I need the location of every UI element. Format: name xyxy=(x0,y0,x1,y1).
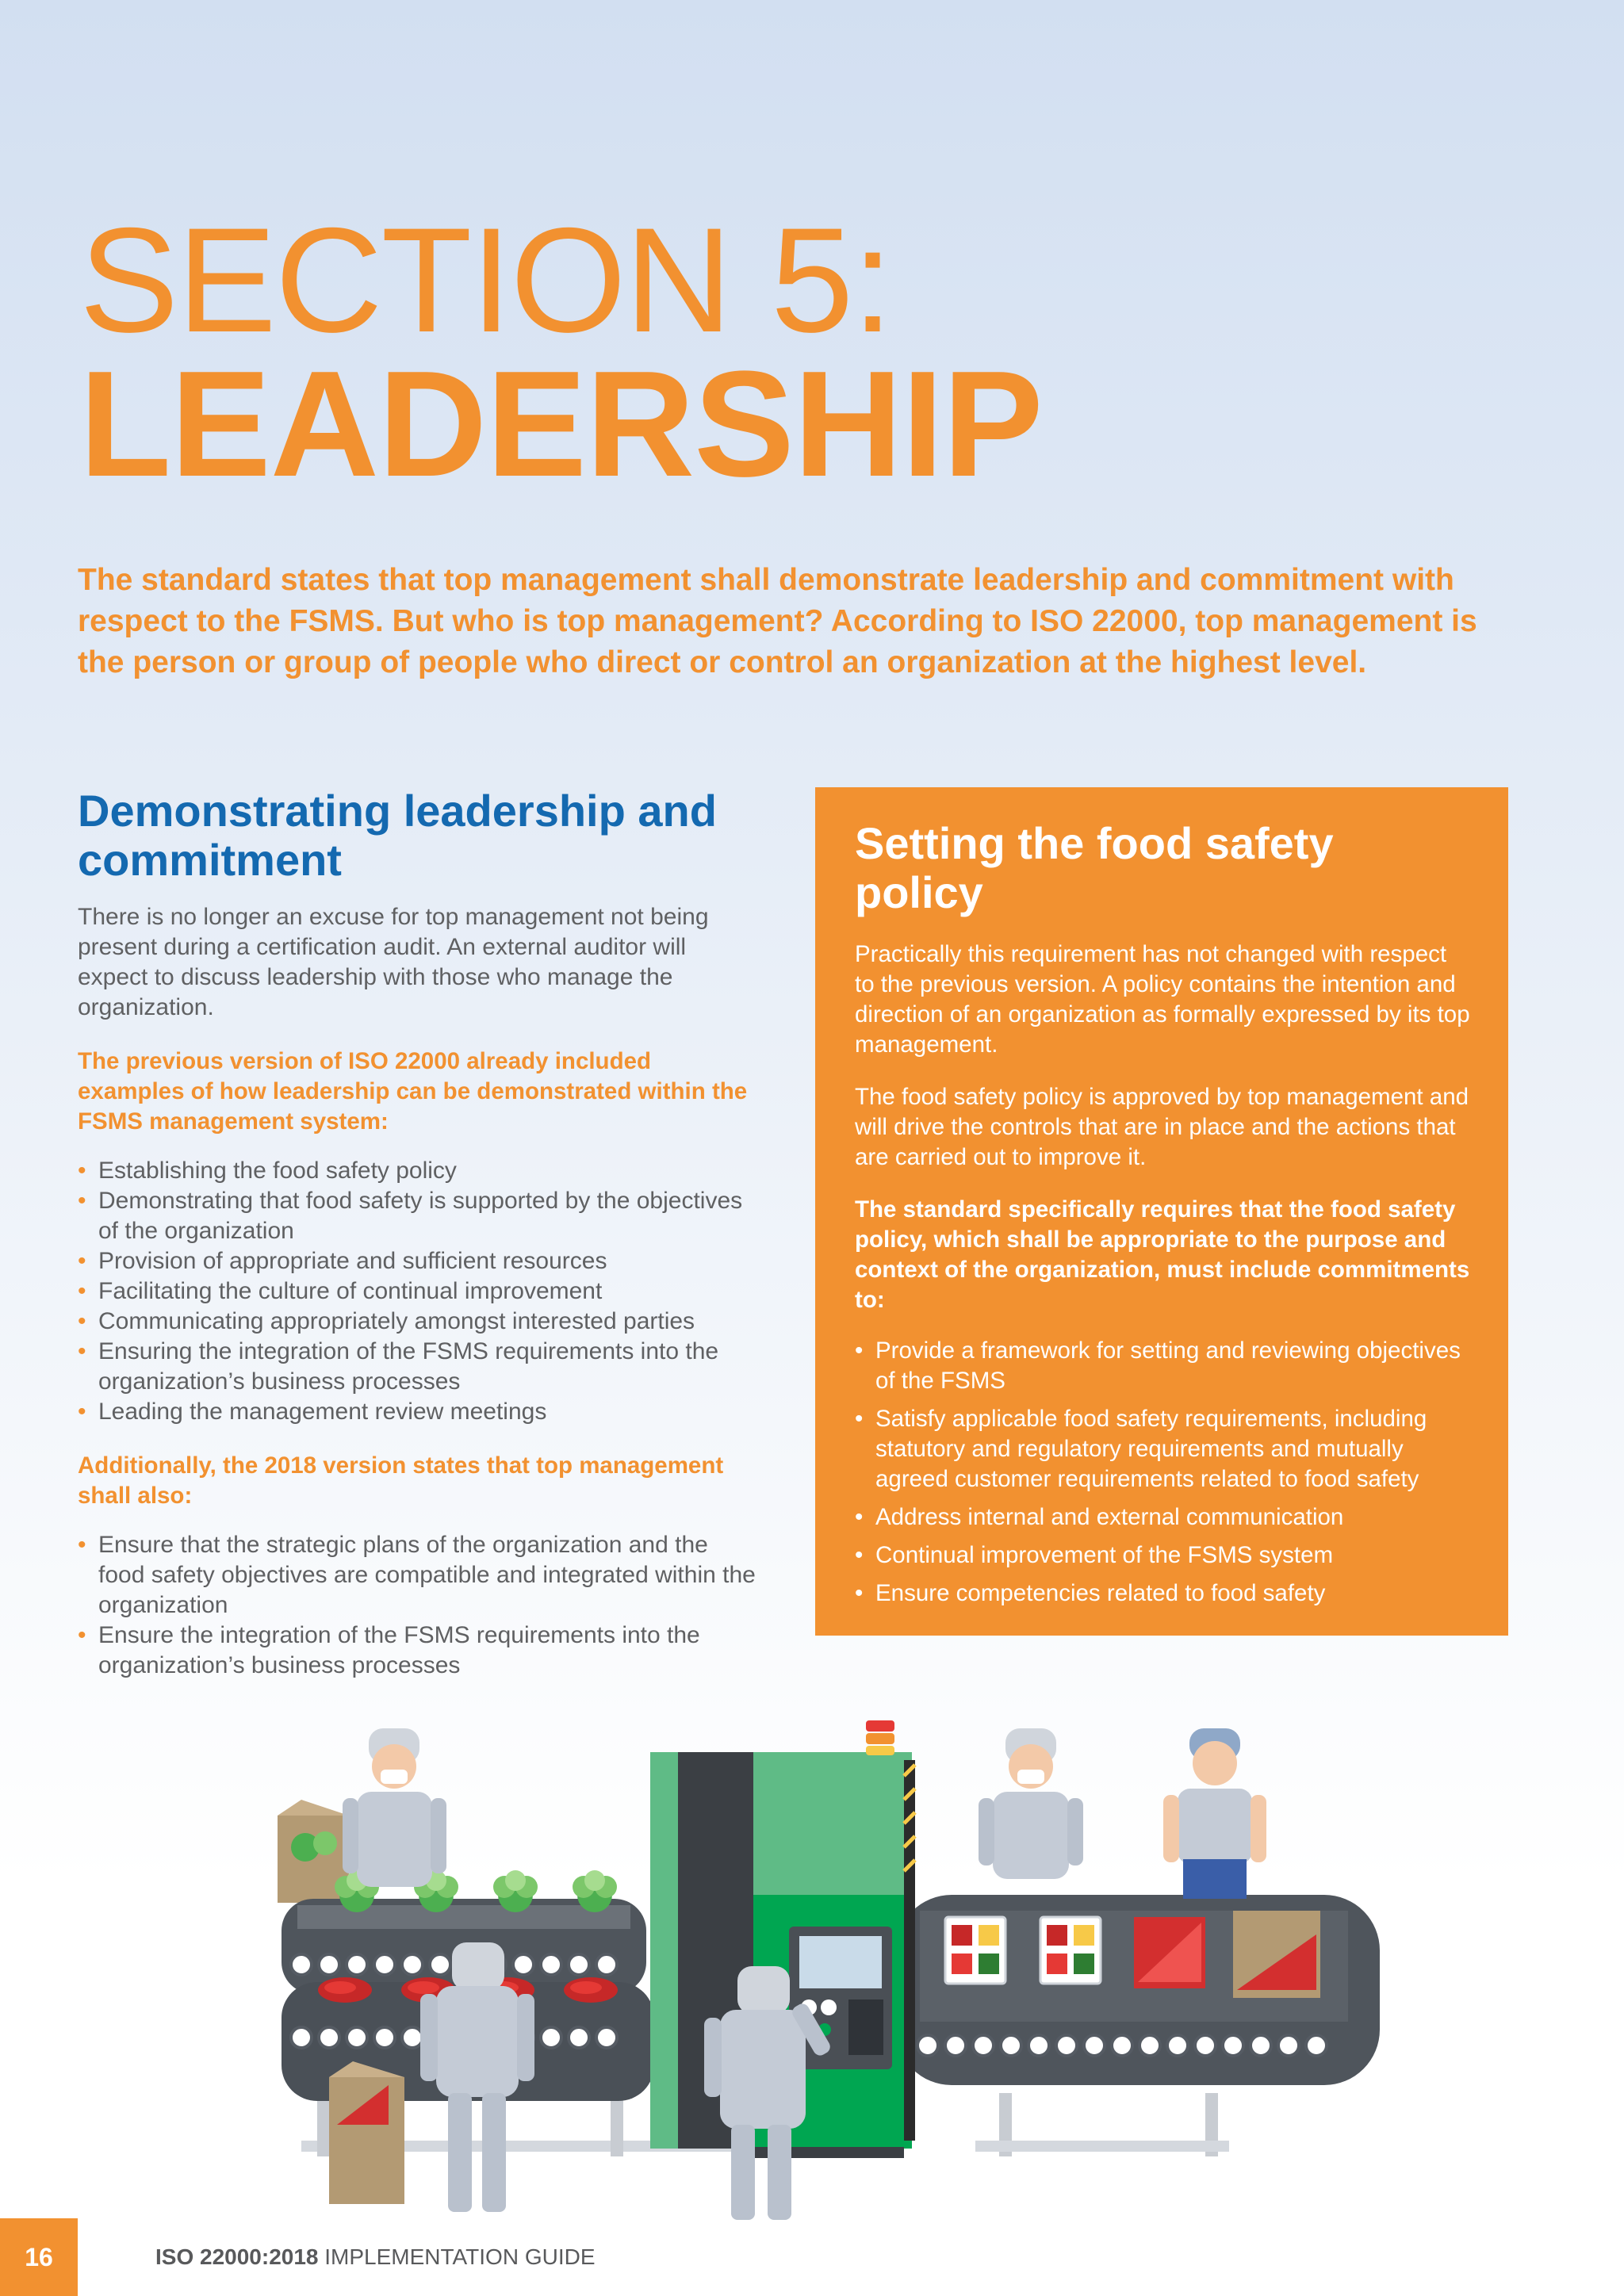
list-item: • Establishing the food safety policy xyxy=(78,1156,760,1186)
conveyor-leg xyxy=(611,2093,623,2156)
crate xyxy=(329,2077,404,2204)
intro-paragraph: The standard states that top management shall demonstrate leadership and commitment with respect to the FSMS. But who is top management? According to ISO 22000, top management is the person or group of people who direct or control an organization at the highest level. xyxy=(78,563,1477,679)
meal-tray xyxy=(1040,1917,1101,1984)
worker xyxy=(1163,1728,1266,1899)
section-heading: LEADERSHIP xyxy=(79,340,1043,508)
leadership-paragraph: There is no longer an excuse for top management not being present during a certification audit. An external auditor will expect to discuss leadership with those who manage the organization. xyxy=(78,904,709,1020)
list-item: • Satisfy applicable food safety requirements, including statutory and regulatory requirements and mutually agreed customer requirements related to food safety xyxy=(855,1404,1470,1494)
footer-title xyxy=(155,2244,596,2271)
page-number: 16 xyxy=(0,2218,78,2296)
list-item: • Ensuring the integration of the FSMS requirements into the organization’s business processes xyxy=(78,1337,760,1397)
policy-requirement-text: The standard specifically requires that the food safety policy, which shall be appropriate to the purpose and context of the organization, must include commitments to: xyxy=(855,1196,1470,1313)
list-item: • Communicating appropriately amongst interested parties xyxy=(78,1307,760,1337)
policy-heading: Setting the food safety policy xyxy=(855,818,1334,917)
meal-tray xyxy=(945,1917,1005,1984)
food-production-line-illustration xyxy=(270,1712,1380,2236)
additional-subheading: Additionally, the 2018 version states that top management shall also: xyxy=(78,1452,724,1509)
additional-requirements-list xyxy=(78,1530,760,1681)
conveyor-leg xyxy=(317,2093,330,2156)
footer-title-rest: IMPLEMENTATION GUIDE xyxy=(318,2244,596,2269)
list-item: • Address internal and external communication xyxy=(855,1502,1470,1533)
steak xyxy=(318,1977,372,2003)
worker xyxy=(979,1728,1083,1879)
leadership-heading: Demonstrating leadership and commitment xyxy=(78,786,717,885)
food-safety-policy-box xyxy=(815,787,1508,1636)
list-item: • Ensure the integration of the FSMS requirements into the organization’s business processes xyxy=(78,1621,760,1681)
footer-title-bold: ISO 22000:2018 xyxy=(155,2244,319,2269)
list-item: • Continual improvement of the FSMS system xyxy=(855,1540,1470,1571)
control-screen xyxy=(799,1936,882,1988)
policy-commitments-list xyxy=(855,1336,1470,1609)
list-item: • Ensure competencies related to food safety xyxy=(855,1578,1470,1609)
signal-light xyxy=(866,1720,894,1732)
list-item: • Provision of appropriate and sufficient resources xyxy=(78,1246,760,1276)
section-label: SECTION 5: xyxy=(79,197,892,363)
conveyor-support-bar xyxy=(975,2141,1229,2152)
steak xyxy=(564,1977,618,2003)
list-item: • Leading the management review meetings xyxy=(78,1397,760,1427)
section-title xyxy=(79,197,1043,508)
policy-paragraph-2: The food safety policy is approved by top management and will drive the controls that are in place and the actions that are carried out to improve it. xyxy=(855,1084,1469,1170)
previous-version-subheading: The previous version of ISO 22000 already included examples of how leadership can be demonstrated within the FSMS management system: xyxy=(78,1048,748,1135)
worker xyxy=(343,1728,446,1887)
list-item: • Demonstrating that food safety is supported by the objectives of the organization xyxy=(78,1186,760,1246)
policy-paragraph-1: Practically this requirement has not changed with respect to the previous version. A policy contains the intention and direction of an organization as formally expressed by its top management. xyxy=(855,941,1470,1058)
leadership-examples-list xyxy=(78,1156,760,1427)
list-item: • Ensure that the strategic plans of the organization and the food safety objectives are compatible and integrated within the organization xyxy=(78,1530,760,1621)
leadership-column xyxy=(78,786,760,1681)
list-item: • Provide a framework for setting and reviewing objectives of the FSMS xyxy=(855,1336,1470,1396)
list-item: • Facilitating the culture of continual improvement xyxy=(78,1276,760,1307)
